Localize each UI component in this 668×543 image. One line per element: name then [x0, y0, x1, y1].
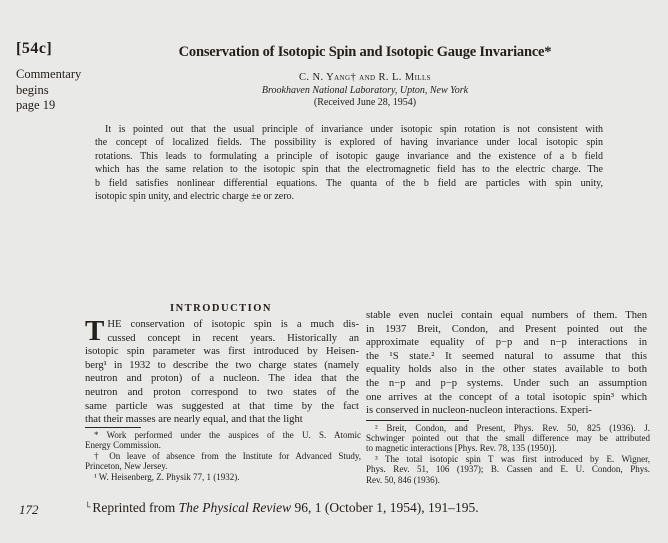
paper-id-label: [54c] [16, 40, 53, 57]
reprint-citation-line [85, 500, 645, 516]
drop-cap: T [85, 315, 105, 347]
journal-name: The Physical Review [178, 500, 292, 515]
footnote-rule-left [85, 427, 141, 428]
footnotes-left [85, 430, 361, 482]
authors-line: C. N. Yang† and R. L. Mills [299, 72, 431, 83]
right-column-text: stable even nuclei contain equal numbers of them. Then in 1937 Breit, Condon, and Present pointed out the approximate equality of p−p and n−p interactions in the ¹S state.² It seemed natural to assume that this equality holds also in the other states available to both the n−p and p−p systems. Under such an assumption one arrives at the concept of a total isotopic spin³ which is conserved in nucleon-nucleon interactions. Experi- [366, 310, 647, 417]
footnote-total-isotopic-spin-ref: ³ The total isotopic spin T was first introduced by E. Wigner, Phys. Rev. 51, 106 (1937); B. Cassen and E. U. Condon, Phys. Rev. 50, 846 (1936). [366, 453, 650, 485]
footnote-heisenberg-ref: ¹ W. Heisenberg, Z. Physik 77, 1 (1932). [94, 471, 240, 482]
footnote-rule-right [366, 420, 469, 421]
footnote-work-auspices: * Work performed under the auspices of the U. S. Atomic Energy Commission. [85, 430, 361, 451]
left-column-lines: HE conservation of isotopic spin is a much dis- cussed concept in recent years. Historically an isotopic spin parameter was first introduced by Heisen- berg¹ in 1932 to describe the two charge states (namely neutron and proton) of a nucleon. The idea that the neutron and proton correspond to two states of the same particle was suggested at that time by the fact that their masses are nearly equal, and that the light [85, 319, 359, 426]
margin-note-commentary: Commentary begins page 19 [16, 67, 82, 112]
footnotes-right [366, 423, 650, 485]
paper-title: Conservation of Isotopic Spin and Isotopic Gauge Invariance* [178, 44, 552, 60]
corner-bracket-mark: └ [85, 503, 91, 513]
reprint-prefix: Reprinted from [92, 500, 179, 515]
footnote-breit-condon-ref: ² Breit, Condon, and Present, Phys. Rev. 50, 825 (1936). J. Schwinger pointed out that the small difference may be attributed to magnetic interactions [Phys. Rev. 78, 135 (1950)]. [366, 422, 650, 454]
page-number: 172 [19, 502, 39, 517]
section-heading-introduction: INTRODUCTION [169, 303, 272, 314]
received-date-line: (Received June 28, 1954) [313, 97, 417, 108]
affiliation-line: Brookhaven National Laboratory, Upton, New York [261, 84, 469, 96]
reprint-citation-detail: 96, 1 (October 1, 1954), 191–195. [291, 500, 479, 515]
footnote-on-leave: † On leave of absence from the Institute for Advanced Study, Princeton, New Jersey. [85, 450, 361, 472]
abstract-paragraph: It is pointed out that the usual principle of invariance under isotopic spin rotation is not consistent with the concept of localized fields. The possibility is explored of having invariance under local isotopic spin rotations. This leads to formulating a principle of isotopic gauge invariance and the existence of a b field which has the same relation to the isotopic spin that the electromagnetic field has to the electric charge. The b field satisfies nonlinear differential equations. The quanta of the b field are particles with spin unity, isotopic spin unity, and electric charge ±e or zero. [95, 124, 603, 203]
left-column-text [85, 315, 359, 427]
